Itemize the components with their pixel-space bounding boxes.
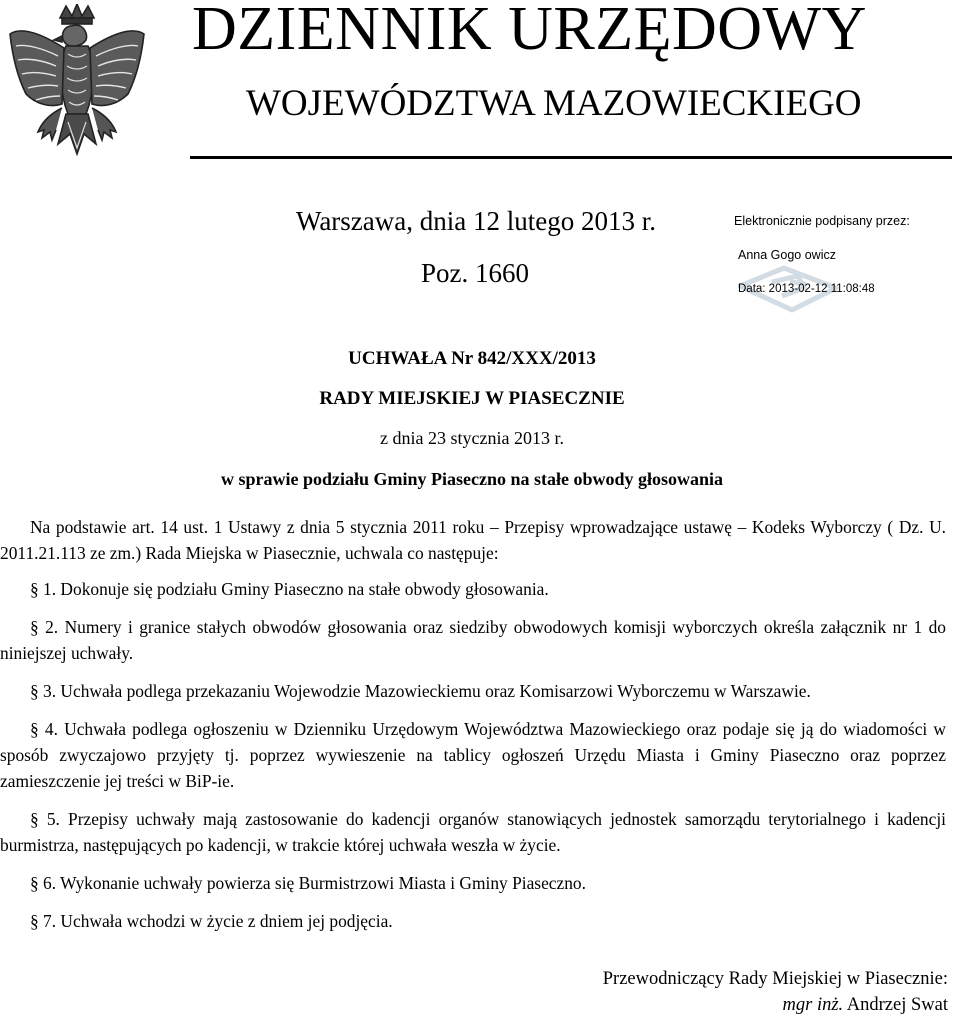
signature-date: Data: 2013-02-12 11:08:48 xyxy=(738,283,875,295)
resolution-body: RADY MIEJSKIEJ W PIASECZNIE xyxy=(319,388,625,409)
paragraph-2: § 2. Numery i granice stałych obwodów głosowania oraz siedziby obwodowych komisji wyborczych określa załącznik nr 1 do niniejszej uchwały. xyxy=(0,617,946,663)
paragraph-5: § 5. Przepisy uchwały mają zastosowanie do kadencji organów stanowiących jednostek samorządu terytorialnego i kadencji burmistrza, następujących po kadencji, w trakcie której uchwała weszła w życie. xyxy=(0,809,946,855)
place-and-date: Warszawa, dnia 12 lutego 2013 r. xyxy=(296,206,656,236)
electronic-signature xyxy=(732,214,912,304)
signatory-block xyxy=(603,966,948,1018)
resolution-number: UCHWAŁA Nr 842/XXX/2013 xyxy=(348,348,596,369)
paragraph-3: § 3. Uchwała podlega przekazaniu Wojewodzie Mazowieckiemu oraz Komisarzowi Wyborczemu w Warszawie. xyxy=(30,681,811,701)
journal-title: DZIENNIK URZĘDOWY xyxy=(192,0,867,63)
signatory-role: Przewodniczący Rady Miejskiej w Piasecznie: xyxy=(602,969,948,989)
signatory-name-line xyxy=(603,992,948,1018)
resolution-subject: w sprawie podziału Gminy Piaseczno na stałe obwody głosowania xyxy=(220,469,724,489)
preamble: Na podstawie art. 14 ust. 1 Ustawy z dnia 5 stycznia 2011 roku – Przepisy wprowadzające ustawę – Kodeks Wyborczy ( Dz. U. 2011.21.113 ze zm.) Rada Miejska w Piasecznie, uchwala co następuje: xyxy=(0,517,946,563)
polish-eagle-emblem-icon xyxy=(2,4,152,162)
journal-subtitle: WOJEWÓDZTWA MAZOWIECKIEGO xyxy=(246,83,862,124)
resolution-text xyxy=(0,514,946,934)
signatory-name: Andrzej Swat xyxy=(846,995,948,1015)
paragraph-7: § 7. Uchwała wchodzi w życie z dniem jej podjęcia. xyxy=(30,911,393,931)
signature-label: Elektronicznie podpisany przez: xyxy=(734,214,910,228)
paragraph-1: § 1. Dokonuje się podziału Gminy Piaseczno na stałe obwody głosowania. xyxy=(30,579,549,599)
position-number: Poz. 1660 xyxy=(421,258,529,288)
signatory-degree: mgr inż. xyxy=(782,995,844,1015)
resolution-date: z dnia 23 stycznia 2013 r. xyxy=(380,428,564,448)
paragraph-6: § 6. Wykonanie uchwały powierza się Burmistrzowi Miasta i Gminy Piaseczno. xyxy=(30,873,586,893)
paragraph-4: § 4. Uchwała podlega ogłoszeniu w Dzienniku Urzędowym Województwa Mazowieckiego oraz podaje się ją do wiadomości w sposób zwyczajowo przyjęty tj. poprzez wywieszenie na tablicy ogłoszeń Urzędu Miasta i Gminy Piaseczno oraz poprzez zamieszczenie jej treści w BiP-ie. xyxy=(0,719,946,791)
header-rule xyxy=(190,156,952,159)
signer-name: Anna Gogo owicz xyxy=(738,248,836,262)
